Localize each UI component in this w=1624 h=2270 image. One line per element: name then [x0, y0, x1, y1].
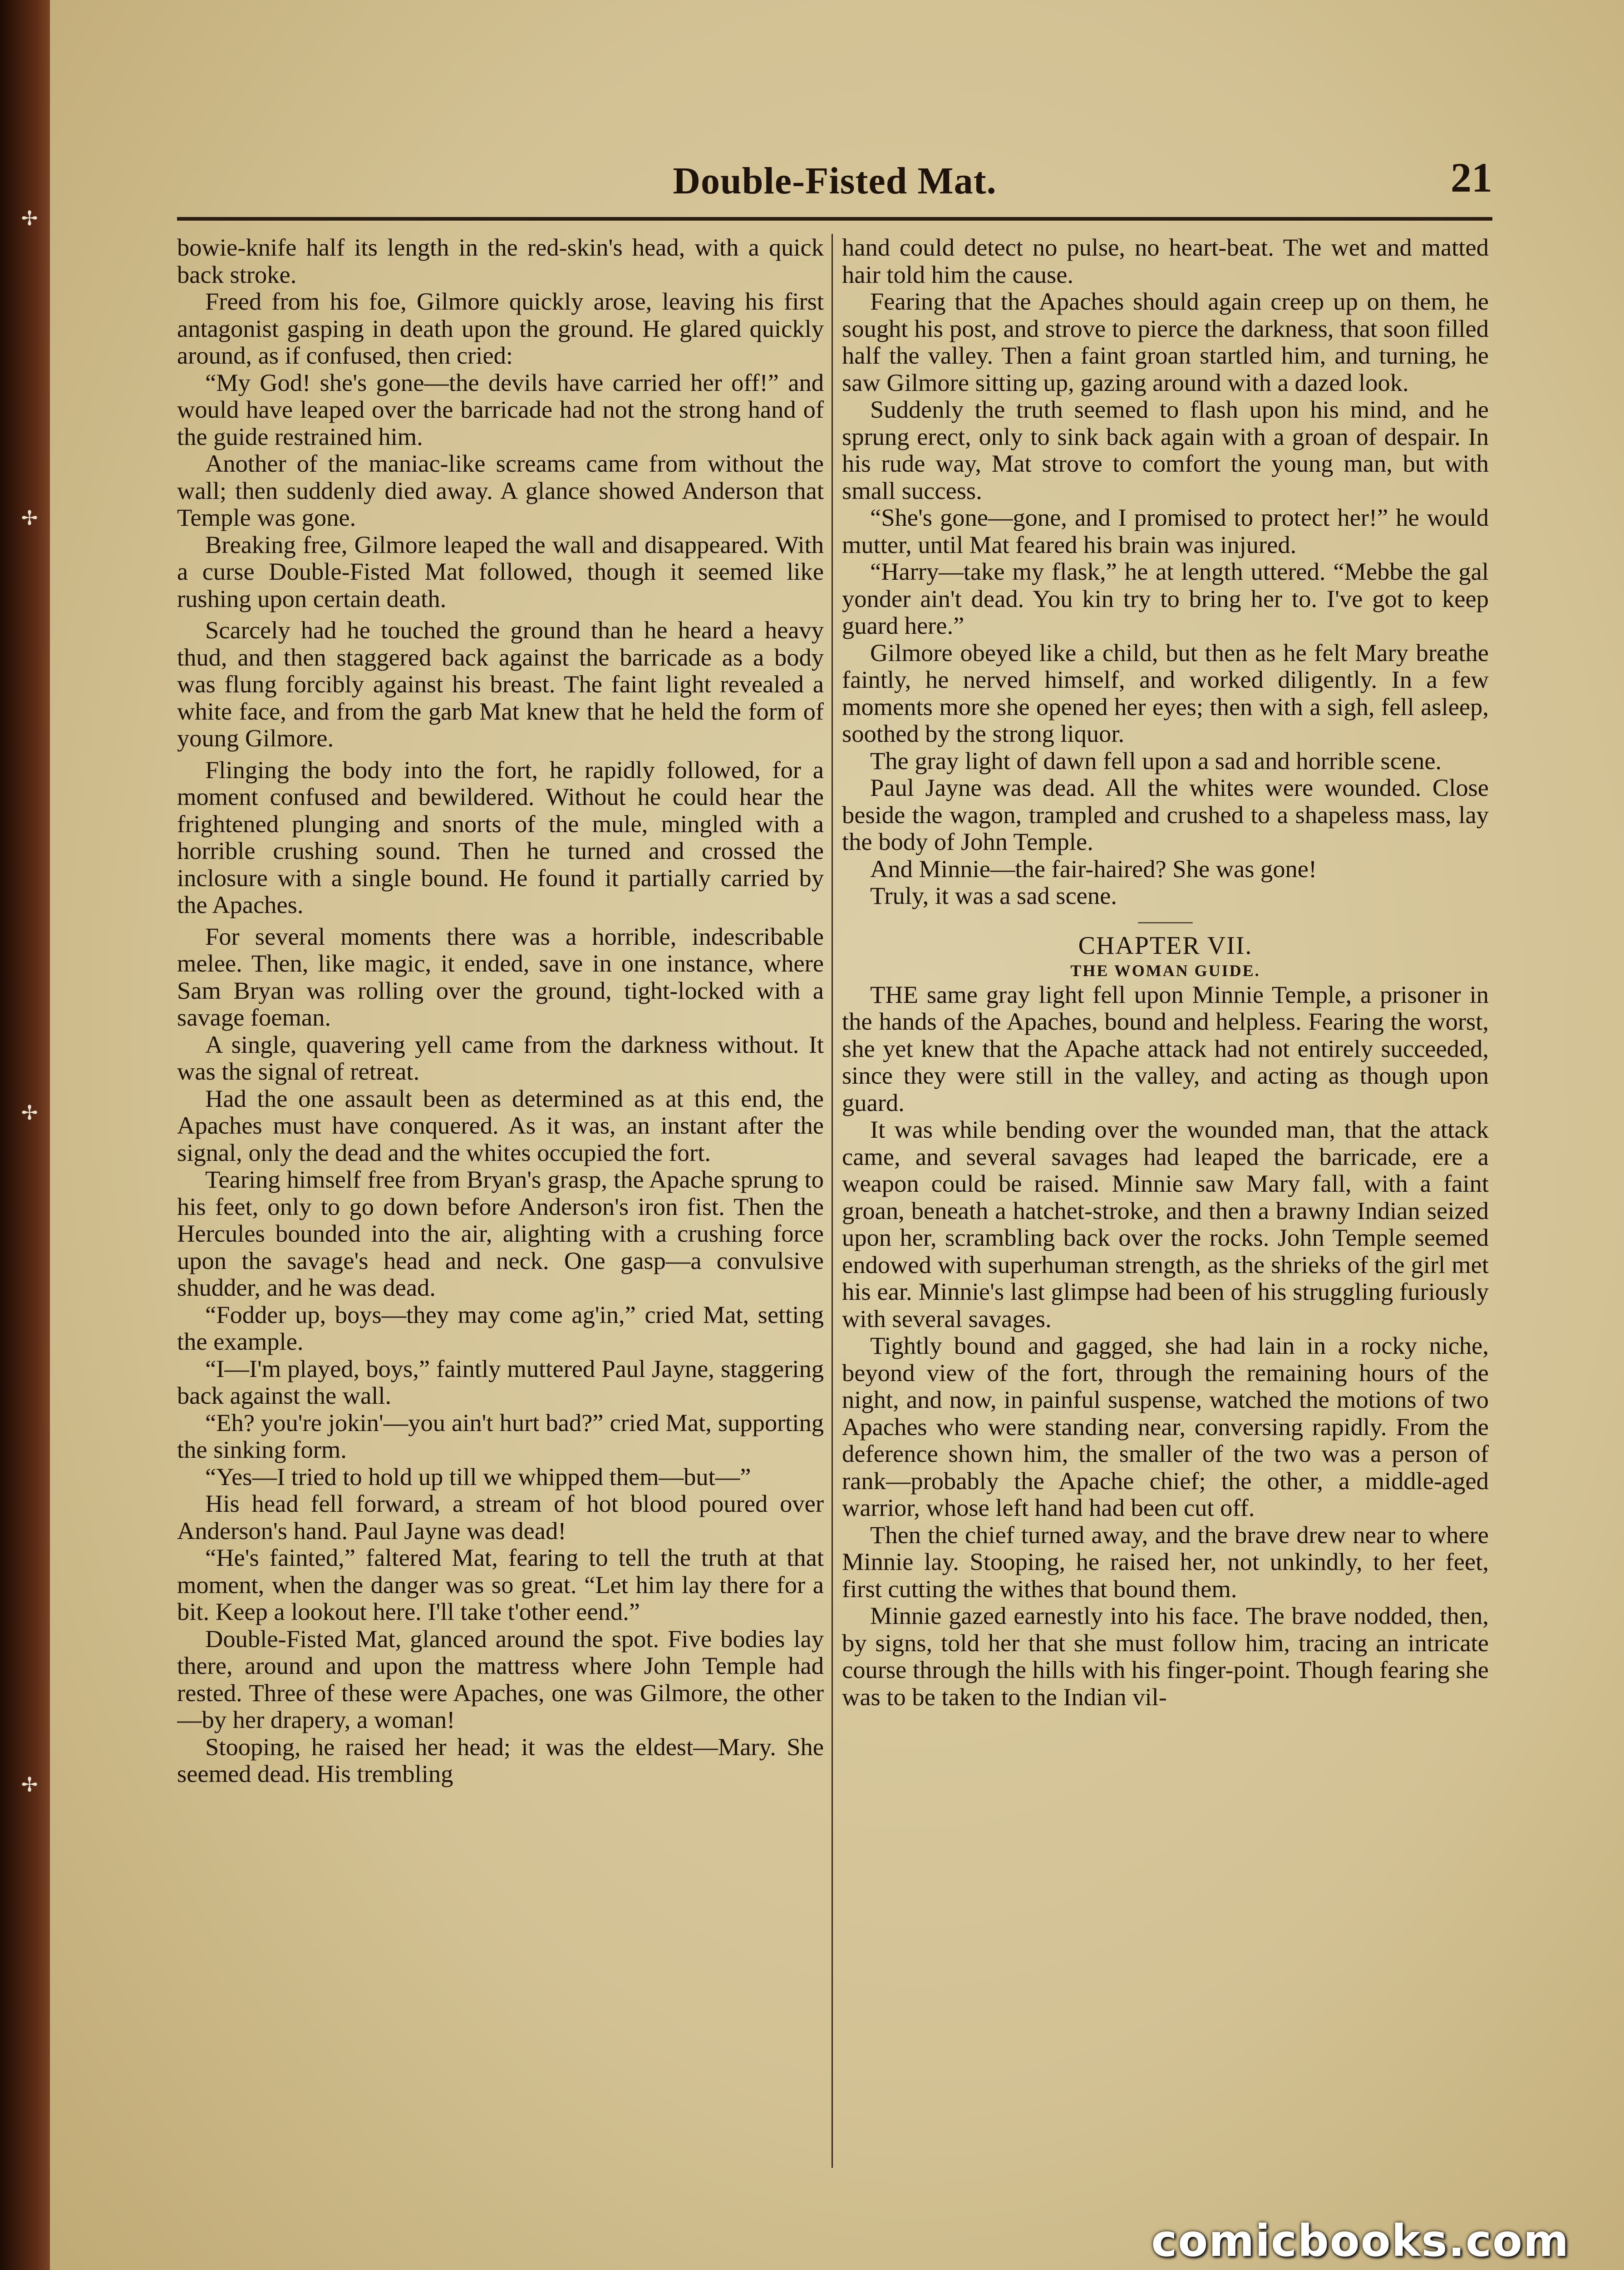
paragraph: A single, quavering yell came from the darkness without. It was the signal of retreat.	[177, 1030, 824, 1085]
chapter-subtitle: THE WOMAN GUIDE.	[1070, 961, 1260, 980]
chapter-title: CHAPTER VII.	[1078, 931, 1253, 960]
paragraph: “Harry—take my flask,” he at length uttered. “Mebbe the gal yonder ain't dead. You kin try to bring her to. I've got to keep guard here.”	[842, 558, 1489, 639]
paragraph: Double-Fisted Mat, glanced around the spot. Five bodies lay there, around and upon the mattress where John Temple had rested. Three of these were Apaches, one was Gilmore, the other—by her drapery, a woman!	[177, 1624, 824, 1733]
paragraph: Minnie gazed earnestly into his face. The brave nodded, then, by signs, told her that she must follow him, tracing an intricate course through the hills with his finger-point. Though fearing she was to be taken to the Indian vil-	[842, 1602, 1489, 1711]
paragraph: Flinging the body into the fort, he rapidly followed, for a moment confused and bewildered. Without he could hear the frightened plunging and snorts of the mule, mingled with a horrible crushing sound. Then he turned and crossed the inclosure with a single bound. He found it partially carried by the Apaches.	[177, 755, 824, 918]
paragraph: It was while bending over the wounded man, that the attack came, and several savages had leaped the barricade, ere a weapon could be raised. Minnie saw Mary fall, with a faint groan, beneath a hatchet-stroke, and then a brawny Indian seized upon her, scrambling back over the rocks. John Temple seemed endowed with superhuman strength, as the shrieks of the girl met his ear. Minnie's last glimpse had been of his struggling furiously with several savages.	[842, 1115, 1489, 1332]
book-binding	[0, 0, 50, 2270]
paragraph: “Fodder up, boys—they may come ag'in,” cried Mat, setting the example.	[177, 1300, 824, 1355]
paragraph: Stooping, he raised her head; it was the eldest—Mary. She seemed dead. His trembling	[177, 1732, 824, 1787]
paragraph: Had the one assault been as determined as at this end, the Apaches must have conquered. As it was, an instant after the signal, only the dead and the whites occupied the fort.	[177, 1084, 824, 1166]
paragraph: THE same gray light fell upon Minnie Temple, a prisoner in the hands of the Apaches, bound and helpless. Fearing the worst, she yet knew that the Apache attack had not entirely succeeded, since they were still in the valley, and acting as though upon guard.	[842, 980, 1489, 1116]
running-head	[177, 150, 1492, 213]
binding-thread-mark: ✢	[21, 207, 38, 230]
column-divider	[832, 234, 833, 2168]
right-column	[842, 234, 1489, 2168]
binding-thread-mark: ✢	[21, 1774, 38, 1796]
paragraph: Then the chief turned away, and the brave drew near to where Minnie lay. Stooping, he raised her, not unkindly, to her feet, first cutting the withes that bound them.	[842, 1520, 1489, 1603]
page-number: 21	[1451, 154, 1492, 201]
paragraph: Suddenly the truth seemed to flash upon his mind, and he sprung erect, only to sink back again with a groan of despair. In his rude way, Mat strove to comfort the young man, but with small success.	[842, 395, 1489, 504]
chapter-separator: ———	[1138, 910, 1193, 931]
paragraph: Another of the maniac-like screams came from without the wall; then suddenly died away. A glance showed Anderson that Temple was gone.	[177, 449, 824, 531]
paragraph: And Minnie—the fair-haired? She was gone!	[870, 854, 1317, 883]
running-title: Double-Fisted Mat.	[673, 160, 997, 202]
paragraph: “I—I'm played, boys,” faintly muttered Paul Jayne, staggering back against the wall.	[177, 1354, 824, 1409]
paragraph: “She's gone—gone, and I promised to protect her!” he would mutter, until Mat feared his brain was injured.	[842, 503, 1489, 558]
paragraph: Paul Jayne was dead. All the whites were wounded. Close beside the wagon, trampled and crushed to a shapeless mass, lay the body of John Temple.	[842, 774, 1489, 855]
paragraph: Gilmore obeyed like a child, but then as he felt Mary breathe faintly, he nerved himself, and worked diligently. In a few moments more she opened her eyes; then with a sigh, fell asleep, soothed by the strong liquor.	[842, 638, 1489, 747]
paragraph: Fearing that the Apaches should again creep up on them, he sought his post, and strove to pierce the darkness, that soon filled half the valley. Then a faint groan startled him, and turning, he saw Gilmore sitting up, gazing around with a dazed look.	[842, 287, 1489, 396]
header-rule	[177, 217, 1492, 221]
paragraph: His head fell forward, a stream of hot blood poured over Anderson's hand. Paul Jayne was dead!	[177, 1490, 824, 1545]
paragraph: For several moments there was a horrible, indescribable melee. Then, like magic, it ended, save in one instance, where Sam Bryan was rolling over the ground, tight-locked with a savage foeman.	[177, 922, 824, 1031]
binding-thread-mark: ✢	[21, 507, 38, 529]
paragraph: Tightly bound and gagged, she had lain in a rocky niche, beyond view of the fort, through the remaining hours of the night, and now, in painful suspense, watched the motions of two Apaches who were standing near, conversing rapidly. From the deference shown him, the smaller of the two was a person of rank—probably the Apache chief; the other, a middle-aged warrior, whose left hand had been cut off.	[842, 1332, 1489, 1521]
paragraph: hand could detect no pulse, no heart-beat. The wet and matted hair told him the cause.	[842, 234, 1489, 288]
paragraph: The gray light of dawn fell upon a sad and horrible scene.	[870, 746, 1442, 775]
paragraph: Scarcely had he touched the ground than he heard a heavy thud, and then staggered back against the barricade as a body was flung forcibly against his breast. The faint light revealed a white face, and from the garb Mat knew that he held the form of young Gilmore.	[177, 616, 824, 752]
paragraph: “He's fainted,” faltered Mat, fearing to tell the truth at that moment, when the danger was so great. “Let him lay there for a bit. Keep a lookout here. I'll take t'other eend.”	[177, 1544, 824, 1625]
paragraph: Tearing himself free from Bryan's grasp, the Apache sprung to his feet, only to go down before Anderson's iron fist. Then the Hercules bounded into the air, alighting with a crushing force upon the savage's head and neck. One gasp—a convulsive shudder, and he was dead.	[177, 1165, 824, 1301]
book-page	[50, 0, 1624, 2270]
paragraph: bowie-knife half its length in the red-skin's head, with a quick back stroke.	[177, 234, 824, 288]
site-watermark: comicbooks.com	[1151, 2216, 1570, 2266]
paragraph: Freed from his foe, Gilmore quickly arose, leaving his first antagonist gasping in death upon the ground. He glared quickly around, as if confused, then cried:	[177, 287, 824, 369]
paragraph: Truly, it was a sad scene.	[870, 882, 1117, 909]
binding-thread-mark: ✢	[21, 1102, 38, 1124]
paragraph: Breaking free, Gilmore leaped the wall and disappeared. With a curse Double-Fisted Mat followed, though it seemed like rushing upon certain death.	[177, 530, 824, 612]
left-column	[177, 234, 824, 2168]
paragraph: “Eh? you're jokin'—you ain't hurt bad?” cried Mat, supporting the sinking form.	[177, 1408, 824, 1463]
paragraph: “My God! she's gone—the devils have carried her off!” and would have leaped over the barricade had not the strong hand of the guide restrained him.	[177, 368, 824, 450]
paragraph: “Yes—I tried to hold up till we whipped them—but—”	[205, 1462, 751, 1490]
